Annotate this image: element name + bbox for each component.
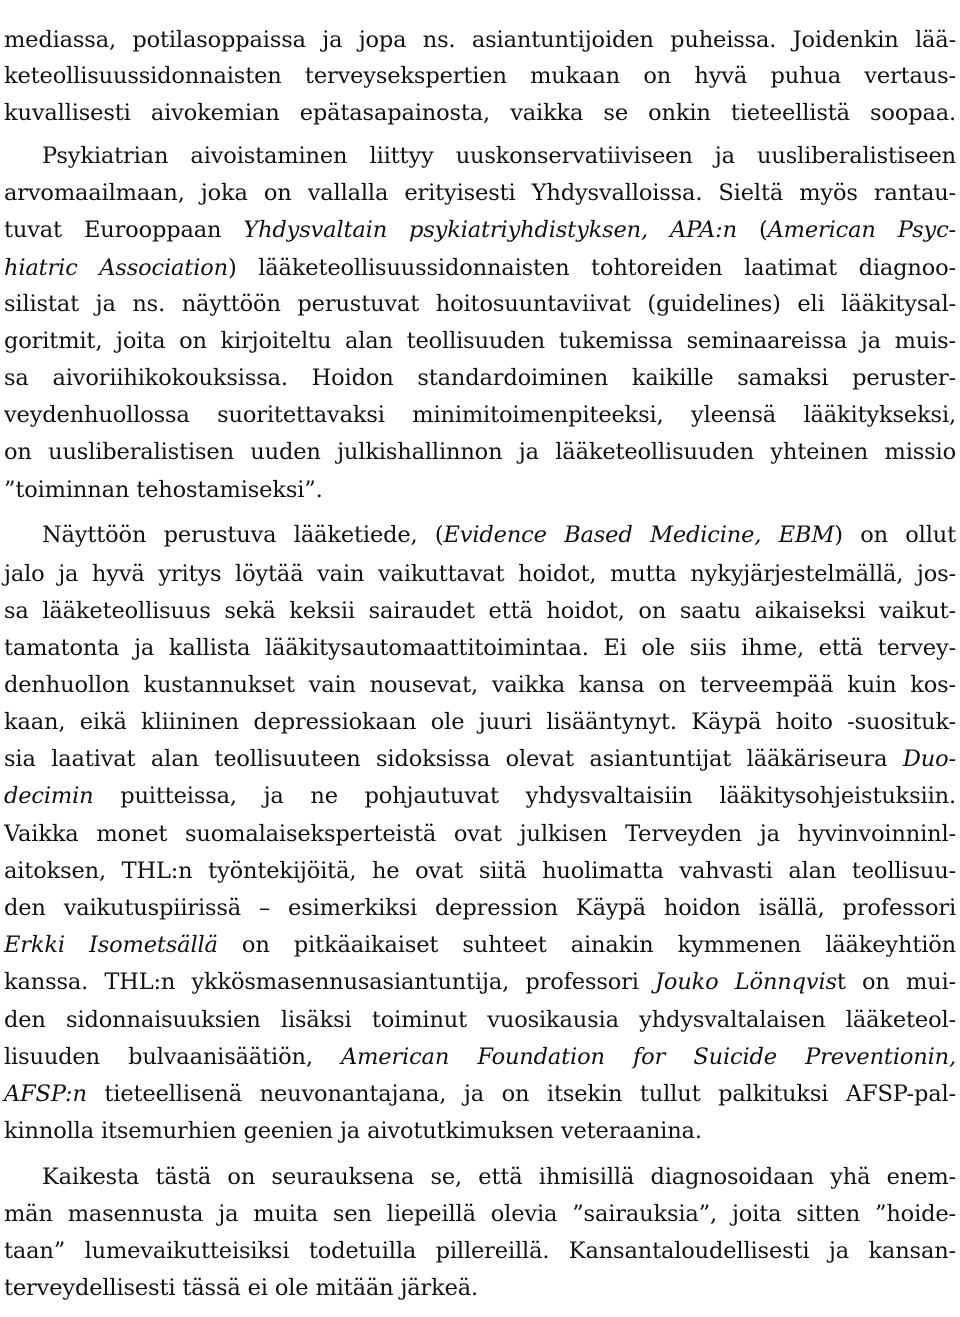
text-line: män masennusta ja muita sen liepeillä olevia ”sairauksia”, joita sitten ”hoide- — [4, 1201, 956, 1227]
text-line: silistat ja ns. näyttöön perustuvat hoitosuuntaviivat (guidelines) eli lääkitysal- — [4, 291, 956, 317]
text-line: tuvat Eurooppaan Yhdysvaltain psykiatriyhdistyksen, APA:n (American Psyc- — [4, 217, 956, 243]
text-line: mediassa, potilasoppaissa ja jopa ns. asiantuntijoiden puheissa. Joidenkin lää- — [4, 27, 956, 53]
text-line: kanssa. THL:n ykkösmasennusasiantuntija, professori Jouko Lönnqvist on mui- — [4, 969, 956, 995]
text-line: den sidonnaisuuksien lisäksi toiminut vuosikausia yhdysvaltalaisen lääketeol- — [4, 1007, 956, 1033]
text-line: AFSP:n tieteellisenä neuvonantajana, ja on itsekin tullut palkituksi AFSP-pal- — [4, 1081, 956, 1107]
text-line: Psykiatrian aivoistaminen liittyy uuskonservatiiviseen ja uusliberalistiseen — [42, 143, 956, 169]
text-line: hiatric Association) lääketeollisuussidonnaisten tohtoreiden laatimat diagnoo- — [4, 255, 957, 281]
italic-text: American Foundation for Suicide Preventionin, — [341, 1044, 956, 1070]
italic-text: Duo- — [902, 746, 956, 772]
text-line: jalo ja hyvä yritys löytää vain vaikuttavat hoidot, mutta nykyjärjestelmällä, jos- — [4, 561, 956, 587]
text-line: denhuollon kustannukset vain nousevat, vaikka kansa on terveempää kuin kos- — [4, 672, 956, 698]
italic-text: Erkki Isometsällä — [4, 932, 218, 958]
italic-text: AFSP:n — [4, 1081, 87, 1107]
text-line: Kaikesta tästä on seurauksena se, että ihmisillä diagnosoidaan yhä enem- — [42, 1164, 956, 1190]
text-line: goritmit, joita on kirjoiteltu alan teollisuuden tukemissa seminaareissa ja muis- — [4, 328, 956, 354]
text-line: ”toiminnan tehostamiseksi”. — [4, 477, 323, 503]
text-line: Vaikka monet suomalaiseksperteistä ovat julkisen Terveyden ja hyvinvoinninl- — [4, 821, 956, 847]
text-line: arvomaailmaan, joka on vallalla erityisesti Yhdysvalloissa. Sieltä myös rantau- — [4, 180, 956, 206]
text-line: on uusliberalistisen uuden julkishallinnon ja lääketeollisuuden yhteinen missio — [4, 439, 956, 465]
italic-text: Evidence Based Medicine, EBM — [443, 522, 835, 548]
text-line: den vaikutuspiirissä – esimerkiksi depression Käypä hoidon isällä, professori — [4, 895, 956, 921]
italic-text: Yhdysvaltain psykiatriyhdistyksen, APA:n — [243, 217, 737, 243]
text-line: taan” lumevaikutteisiksi todetuilla pillereillä. Kansantaloudellisesti ja kansan- — [4, 1238, 956, 1264]
italic-text: Jouko Lönnqvis — [655, 969, 837, 995]
italic-text: hiatric Association — [4, 255, 228, 281]
text-line: Erkki Isometsällä on pitkäaikaiset suhteet ainakin kymmenen lääkeyhtiön — [4, 932, 956, 958]
text-line: kaan, eikä kliininen depressiokaan ole juuri lisääntynyt. Käypä hoito -suosituk- — [4, 709, 956, 735]
italic-text: American Psyc- — [767, 217, 956, 243]
text-line: kinnolla itsemurhien geenien ja aivotutkimuksen veteraanina. — [4, 1118, 702, 1144]
text-line: decimin puitteissa, ja ne pohjautuvat yhdysvaltaisiin lääkitysohjeistuksiin. — [4, 783, 956, 809]
text-line: tamatonta ja kallista lääkitysautomaattitoimintaa. Ei ole siis ihme, että tervey- — [4, 635, 956, 661]
text-line: kuvallisesti aivokemian epätasapainosta, vaikka se onkin tieteellistä soopaa. — [4, 100, 956, 126]
italic-text: decimin — [4, 783, 94, 809]
text-line: keteollisuussidonnaisten terveysekspertien mukaan on hyvä puhua vertaus- — [4, 63, 956, 89]
text-line: sia laativat alan teollisuuteen sidoksissa olevat asiantuntijat lääkäriseura Duo- — [4, 746, 956, 772]
text-line: veydenhuollossa suoritettavaksi minimitoimenpiteeksi, yleensä lääkitykseksi, — [4, 402, 956, 428]
text-line: terveydellisesti tässä ei ole mitään järkeä. — [4, 1275, 479, 1301]
text-line: Näyttöön perustuva lääketiede, (Evidence Based Medicine, EBM) on ollut — [42, 522, 957, 548]
text-line: sa aivoriihikokouksissa. Hoidon standardoiminen kaikille samaksi peruster- — [4, 365, 956, 391]
text-line: sa lääketeollisuus sekä keksii sairaudet että hoidot, on saatu aikaiseksi vaikut- — [4, 598, 956, 624]
text-line: aitoksen, THL:n työntekijöitä, he ovat siitä huolimatta vahvasti alan teollisuu- — [4, 858, 956, 884]
text-line: lisuuden bulvaanisäätiön, American Foundation for Suicide Preventionin, — [4, 1044, 956, 1070]
